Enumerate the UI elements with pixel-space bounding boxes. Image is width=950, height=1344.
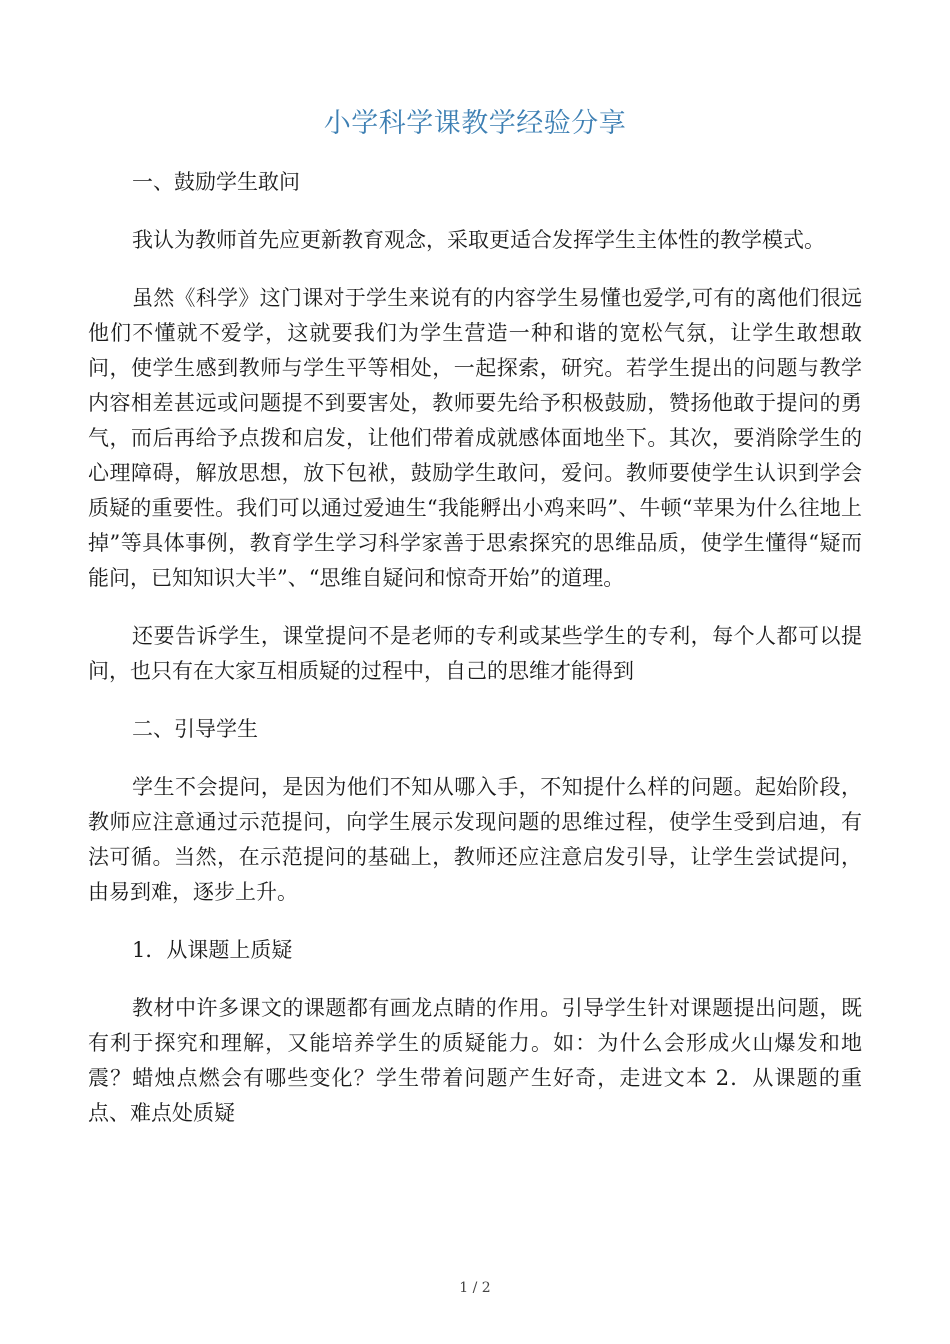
paragraph: 教材中许多课文的课题都有画龙点睛的作用。引导学生针对课题提出问题，既有利于探究和理解，又能培养学生的质疑能力。如：为什么会形成火山爆发和地震？蜡烛点燃会有哪些变化？学生带着问题产生好奇，走进文本 2．从课题的重点、难点处质疑: [88, 996, 862, 1125]
document-title: 小学科学课教学经验分享: [323, 108, 627, 139]
paragraph: 还要告诉学生，课堂提问不是老师的专利或某些学生的专利，每个人都可以提问，也只有在大家互相质疑的过程中，自己的思维才能得到: [88, 624, 862, 683]
section-heading: 二、引导学生: [132, 717, 258, 741]
document-body: [88, 165, 862, 1154]
paragraph: 学生不会提问，是因为他们不知从哪入手，不知提什么样的问题。起始阶段，教师应注意通过示范提问，向学生展示发现问题的思维过程，使学生受到启迪，有法可循。当然，在示范提问的基础上，教师还应注意启发引导，让学生尝试提问，由易到难，逐步上升。: [88, 775, 862, 904]
subsection-heading: 1．从课题上质疑: [132, 938, 293, 962]
page-number: 1 / 2: [459, 1280, 491, 1296]
section-heading: 一、鼓励学生敢问: [132, 170, 300, 194]
paragraph: 我认为教师首先应更新教育观念，采取更适合发挥学生主体性的教学模式。: [132, 228, 825, 252]
paragraph: 虽然《科学》这门课对于学生来说有的内容学生易懂也爱学,可有的离他们很远他们不懂就不爱学，这就要我们为学生营造一种和谐的宽松气氛，让学生敢想敢问，使学生感到教师与学生平等相处，一起探索，研究。若学生提出的问题与教学内容相差甚远或问题提不到要害处，教师要先给予积极鼓励，赞扬他敢于提问的勇气，而后再给予点拨和启发，让他们带着成就感体面地坐下。其次，要消除学生的心理障碍，解放思想，放下包袱，鼓励学生敢问，爱问。教师要使学生认识到学会质疑的重要性。我们可以通过爱迪生“我能孵出小鸡来吗”、牛顿“苹果为什么往地上掉”等具体事例，教育学生学习科学家善于思索探究的思维品质，使学生懂得“疑而能问，已知知识大半”、“思维自疑问和惊奇开始”的道理。: [88, 286, 862, 590]
